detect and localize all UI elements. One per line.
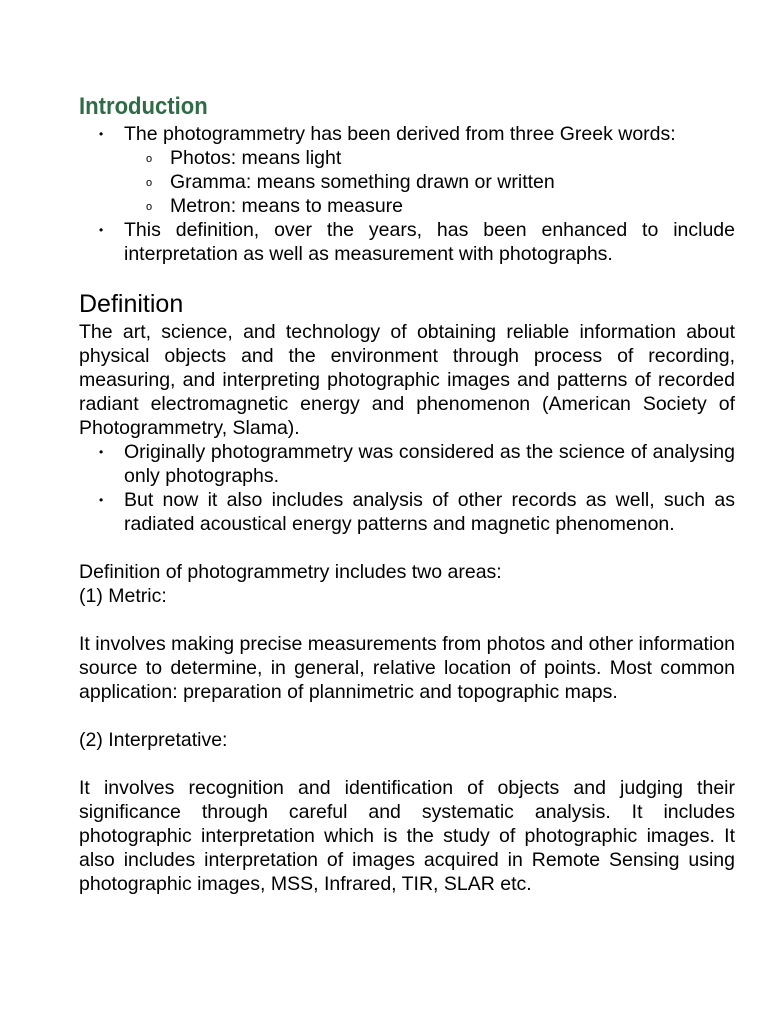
sub-item-text: Photos: means light xyxy=(170,147,342,169)
list-item xyxy=(124,146,735,170)
list-item xyxy=(79,440,735,488)
document-page xyxy=(79,92,735,896)
list-item xyxy=(79,488,735,536)
bullet-text: Originally photogrammetry was considered as the science of analysing only photographs. xyxy=(124,441,735,487)
sub-item-text: Metron: means to measure xyxy=(170,195,404,217)
spacer xyxy=(79,704,735,728)
list-item xyxy=(79,218,735,266)
bullet-icon: • xyxy=(99,445,104,459)
bullet-icon: • xyxy=(99,127,104,141)
introduction-bullet-list xyxy=(79,122,735,266)
definition-heading: Definition xyxy=(79,290,184,318)
bullet-icon: • xyxy=(99,223,104,237)
list-item xyxy=(124,194,735,218)
interpretative-paragraph: It involves recognition and identification of objects and judging their significance through careful and systematic analysis. It includes photographic interpretation which is the study of photographic images. It also includes interpretation of images acquired in Remote Sensing using photographic images, MSS, Infrared, TIR, SLAR etc. xyxy=(79,777,735,895)
list-item xyxy=(79,122,735,218)
bullet-text: This definition, over the years, has been enhanced to include interpretation as well as measurement with photographs. xyxy=(124,219,735,265)
areas-intro-line: Definition of photogrammetry includes two areas: xyxy=(79,561,502,583)
spacer xyxy=(79,536,735,548)
bullet-text: But now it also includes analysis of other records as well, such as radiated acoustical energy patterns and magnetic phenomenon. xyxy=(124,489,735,535)
bullet-text: The photogrammetry has been derived from three Greek words: xyxy=(124,123,676,145)
greek-words-sublist xyxy=(124,146,735,218)
definition-paragraph: The art, science, and technology of obtaining reliable information about physical objects and the environment through process of recording, measuring, and interpreting photographic images and patterns of recorded radiant electromagnetic energy and phenomenon (American Society of Photogrammetry, Slama). xyxy=(79,321,735,439)
interpretative-label: (2) Interpretative: xyxy=(79,729,228,751)
metric-paragraph: It involves making precise measurements from photos and other information source to determine, in general, relative location of points. Most common application: preparation of plannimetric and topographic maps. xyxy=(79,633,735,703)
list-item xyxy=(124,170,735,194)
introduction-heading: Introduction xyxy=(79,93,208,120)
bullet-icon: • xyxy=(99,493,104,507)
circle-bullet-icon: o xyxy=(146,177,153,189)
definition-bullet-list xyxy=(79,440,735,536)
circle-bullet-icon: o xyxy=(146,153,153,165)
spacer xyxy=(79,548,735,560)
circle-bullet-icon: o xyxy=(146,201,153,213)
sub-item-text: Gramma: means something drawn or written xyxy=(170,171,555,193)
spacer xyxy=(79,608,735,632)
spacer xyxy=(79,752,735,776)
metric-label: (1) Metric: xyxy=(79,585,167,607)
